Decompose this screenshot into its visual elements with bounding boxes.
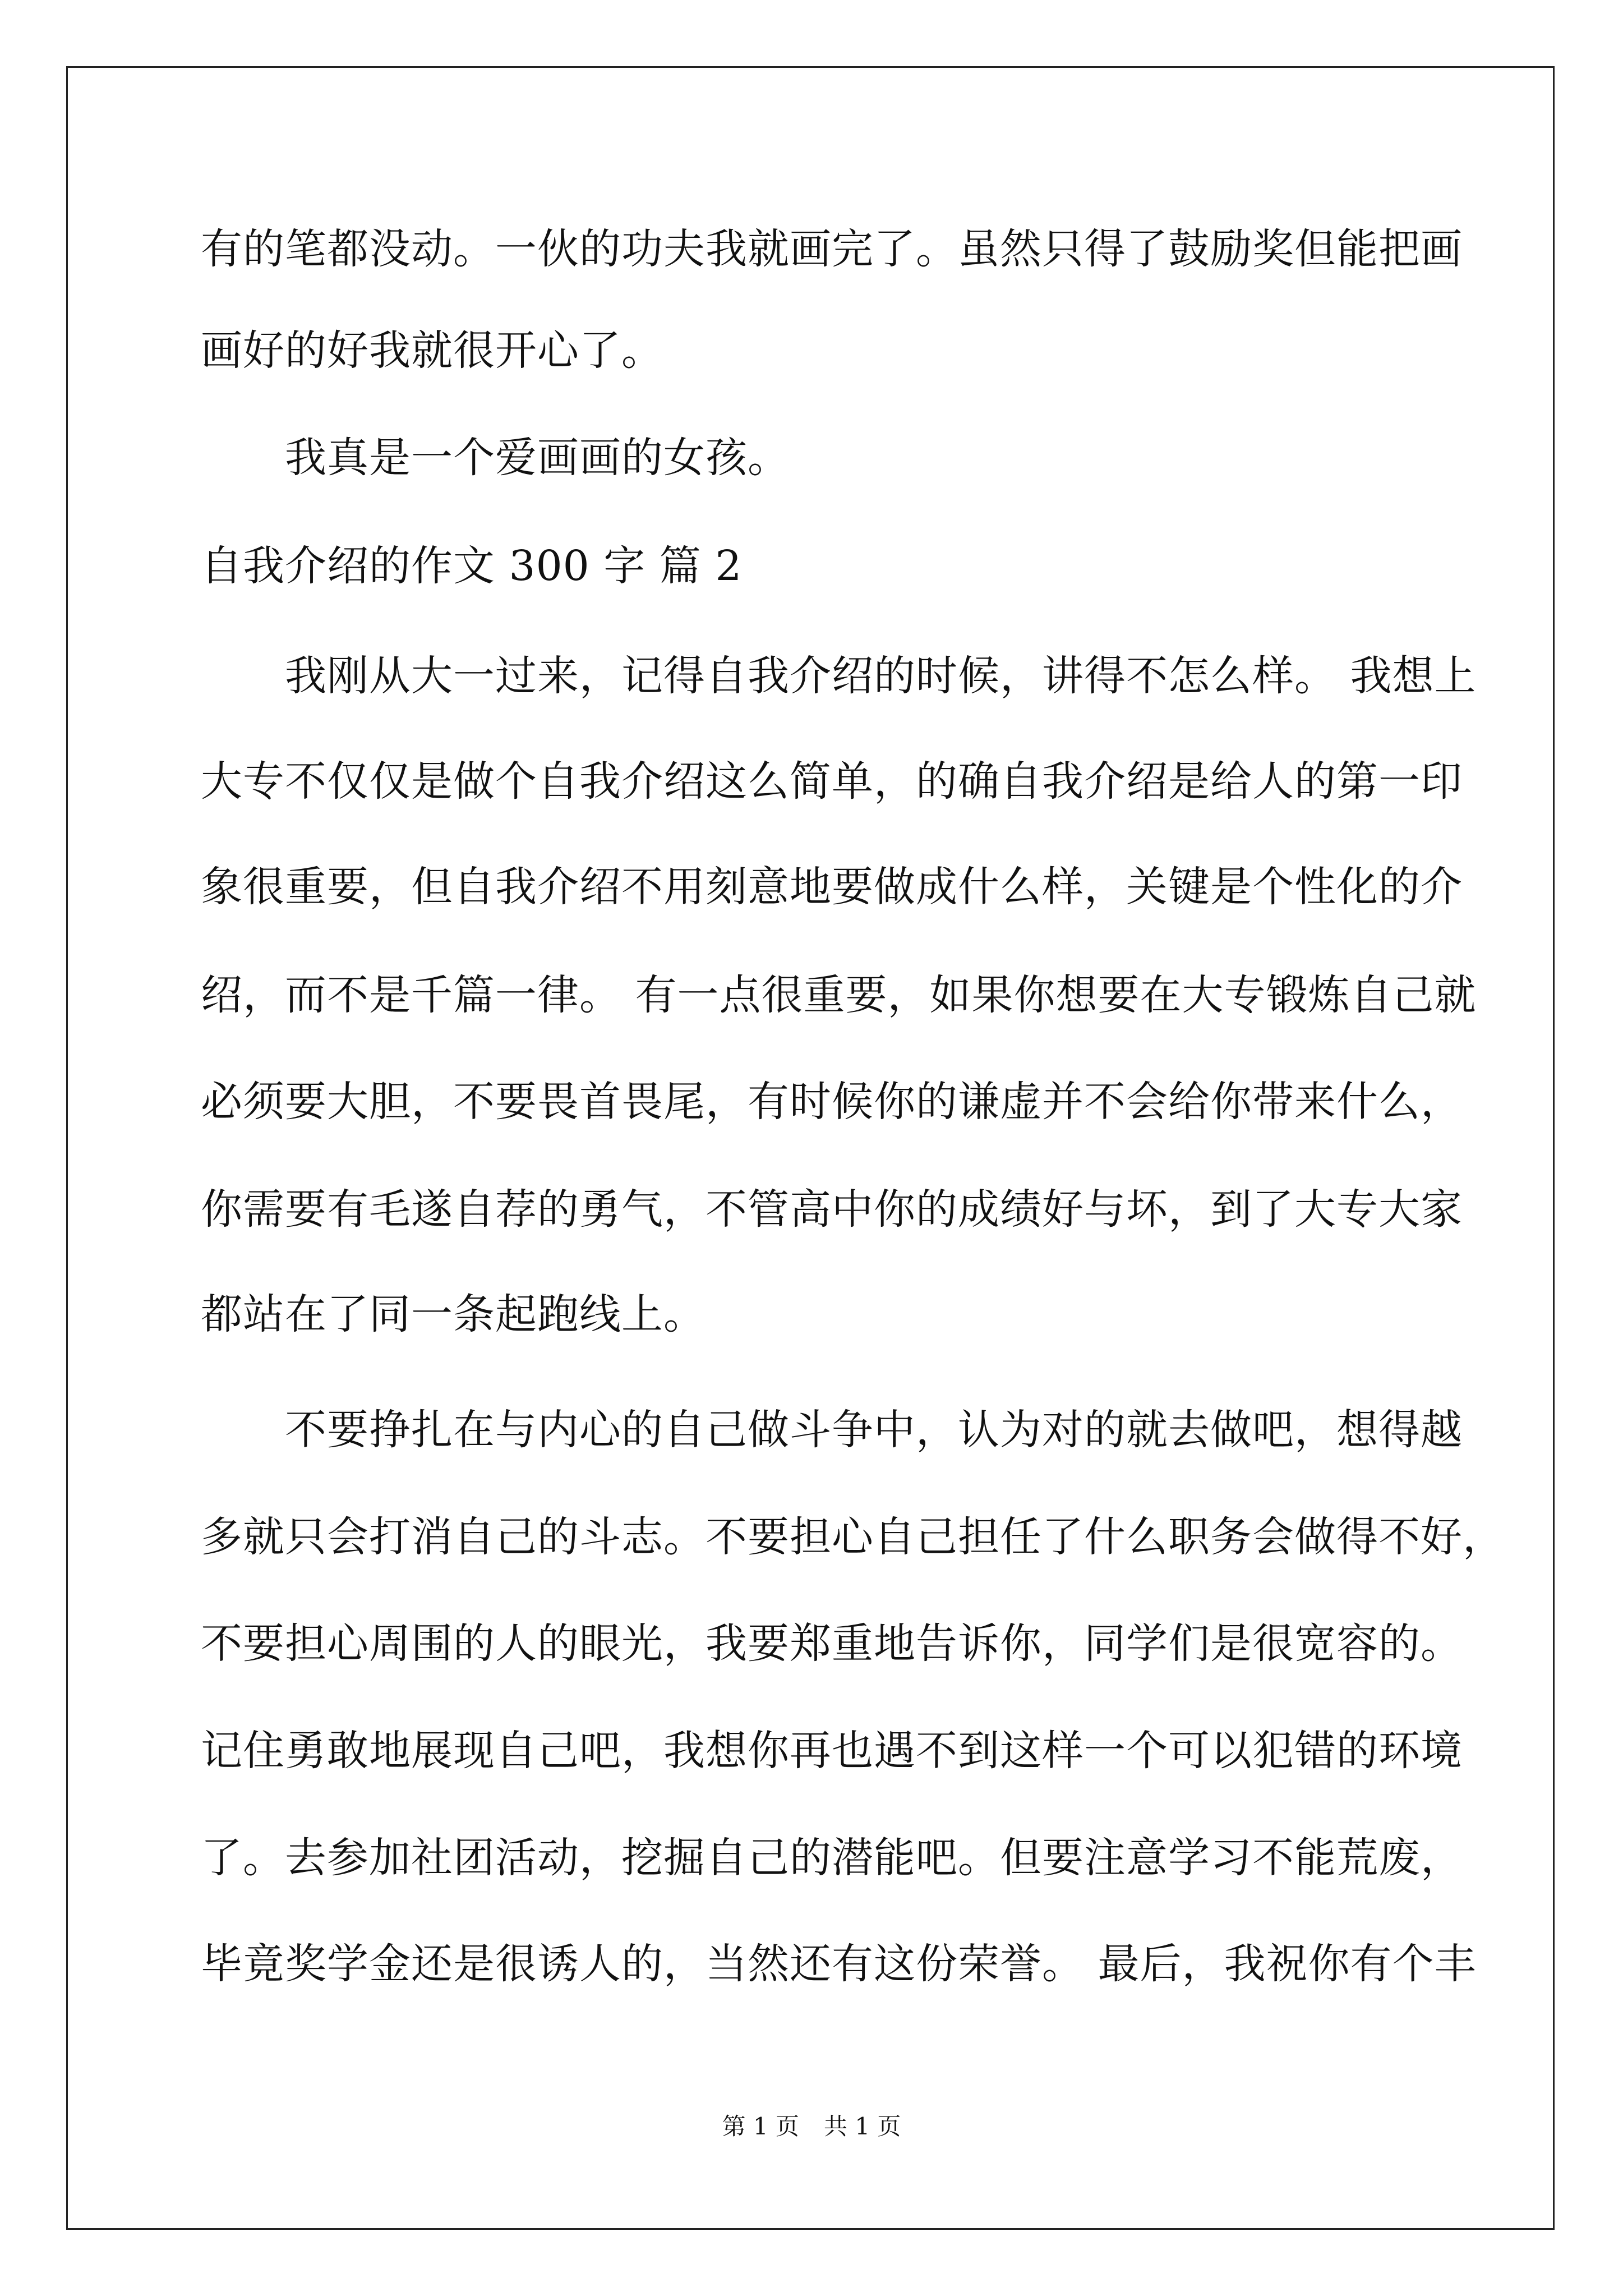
body-text-line: 毕竟奖学金还是很诱人的，当然还有这份荣誉。 最后，我祝你有个丰 — [201, 1940, 1477, 1988]
body-text-line: 绍，而不是千篇一律。 有一点很重要，如果你想要在大专锻炼自己就 — [201, 971, 1477, 1019]
body-text-line: 画好的好我就很开心了。 — [201, 326, 663, 375]
page-border — [66, 66, 1555, 2230]
body-text-line: 必须要大胆，不要畏首畏尾，有时候你的谦虚并不会给你带来什么， — [201, 1078, 1463, 1126]
page-number: 第 1 页 — [722, 2113, 799, 2140]
body-text-line: 不要担心周围的人的眼光，我要郑重地告诉你，同学们是很宽容的。 — [201, 1619, 1463, 1668]
body-text-line: 不要挣扎在与内心的自己做斗争中，认为对的就去做吧，想得越 — [201, 1406, 1463, 1454]
body-text-line: 我刚从大一过来，记得自我介绍的时候，讲得不怎么样。 我想上 — [201, 652, 1477, 700]
body-text-line: 你需要有毛遂自荐的勇气，不管高中你的成绩好与坏，到了大专大家 — [201, 1185, 1463, 1234]
body-text-line: 都站在了同一条起跑线上。 — [201, 1290, 706, 1338]
body-text-line: 记住勇敢地展现自己吧，我想你再也遇不到这样一个可以犯错的环境 — [201, 1727, 1463, 1775]
page-total: 共 1 页 — [824, 2113, 901, 2140]
body-text-line: 了。去参加社团活动，挖掘自己的潜能吧。但要注意学习不能荒废， — [201, 1834, 1463, 1882]
page-footer — [0, 2111, 1623, 2142]
body-text-line: 多就只会打消自己的斗志。不要担心自己担任了什么职务会做得不好， — [201, 1513, 1505, 1561]
body-text-line: 象很重要，但自我介绍不用刻意地要做成什么样，关键是个性化的介 — [201, 863, 1463, 911]
body-text-line: 大专不仅仅是做个自我介绍这么简单，的确自我介绍是给人的第一印 — [201, 757, 1463, 806]
body-text-line: 我真是一个爱画画的女孩。 — [201, 434, 790, 482]
body-text-line: 有的笔都没动。一伙的功夫我就画完了。虽然只得了鼓励奖但能把画 — [201, 225, 1463, 273]
section-heading: 自我介绍的作文 300 字 篇 2 — [201, 542, 743, 590]
